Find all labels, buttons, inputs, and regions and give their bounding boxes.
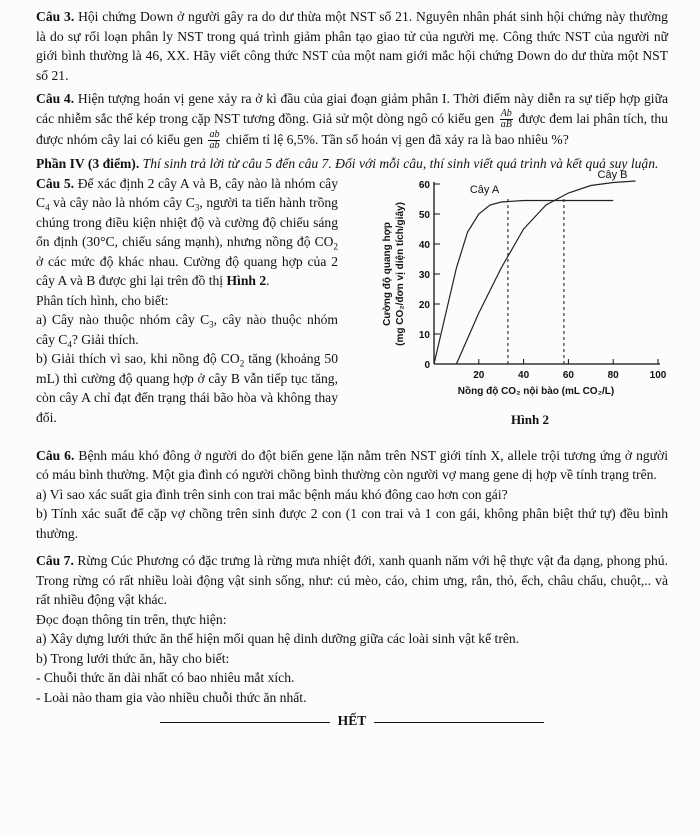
y-tick-label: 60	[418, 179, 430, 191]
question-6	[36, 446, 668, 485]
q5-sub-2: 2	[333, 241, 338, 252]
question-4-text-c: chiếm tỉ lệ 6,5%. Tần số hoán vị gen đã xảy ra là bao nhiêu %?	[222, 131, 569, 147]
end-marker	[36, 711, 668, 731]
question-5-block	[36, 168, 668, 440]
q5-a-1: a) Cây nào thuộc nhóm cây C	[36, 312, 210, 328]
question-4	[36, 89, 668, 151]
genotype-fraction-2	[208, 130, 220, 151]
q5-sub-4: 4	[45, 202, 50, 213]
x-tick-label: 60	[562, 369, 574, 381]
y-tick-label: 10	[418, 329, 430, 341]
end-line-left	[160, 722, 330, 723]
question-5-label: Câu 5.	[36, 175, 75, 191]
genotype-fraction-1	[500, 109, 513, 130]
end-text: HẾT	[337, 713, 367, 729]
y-tick-label: 50	[418, 209, 430, 221]
q5-sub-3: 3	[194, 202, 200, 213]
q5-intro-2: và cây nào là nhóm cây C	[49, 195, 195, 211]
q5-a-sub-4: 4	[67, 339, 72, 350]
q5-b-sub-2: 2	[239, 358, 245, 369]
part-4-label: Phần IV (3 điểm).	[36, 156, 140, 172]
end-line-right	[374, 722, 544, 723]
q5-part-b	[36, 349, 338, 427]
q5-figure-reference: Hình 2	[226, 273, 267, 289]
figure-2	[374, 168, 686, 440]
fraction-1-denominator: aB	[500, 118, 512, 130]
q6-part-b: b) Tính xác suất để cặp vợ chồng trên sinh được 2 con (1 con trai và 1 con gái, không phân biệt thứ tự) đều bình thường.	[36, 506, 668, 541]
q5-intro-3: , người ta tiến hành trồng chúng trong điều kiện nhiệt độ và cường độ chiếu sáng ổn định (30°C, chiếu sáng mạnh), nhưng nồng độ CO	[36, 195, 338, 250]
series-line-cay-a	[434, 200, 613, 364]
y-tick-label: 0	[424, 359, 430, 371]
question-4-text-a: Hiện tượng hoán vị gene xảy ra ở kì đầu của giai đoạn giảm phân I. Thời điểm này diễn ra sự tiếp hợp giữa các nhiễm sắc thể kép trong cặp NST tương đồng. Giả sử một dòng ngô có kiểu gen	[36, 91, 668, 126]
x-tick-label: 20	[473, 369, 485, 381]
x-tick-label: 80	[607, 369, 619, 381]
question-3-text: Hội chứng Down ở người gây ra do dư thừa một NST số 21. Nguyên nhân phát sinh hội chứng này thường là do sự rối loạn phân ly NST trong quá trình giảm phân tạo giao tử của người mẹ. Công thức NST của người nữ giới bình thường là 46, XX. Hãy viết công thức NST của một nam giới mắc hội chứng Down do dư thừa một NST số 21.	[36, 9, 668, 83]
question-3	[36, 7, 668, 85]
q7-part-b: b) Trong lưới thức ăn, hãy cho biết:	[36, 650, 230, 666]
question-4-text-b: được đem lai phân tích, thu được nhóm cây lai có kiểu gen	[36, 110, 668, 147]
fraction-2-numerator: ab	[209, 129, 220, 141]
q6-part-a: a) Vì sao xác suất gia đình trên sinh con trai mắc bệnh máu khó đông cao hơn con gái?	[36, 486, 508, 502]
q5-a-3: ? Giải thích.	[71, 331, 139, 347]
part-4-instructions: Thí sinh trả lời từ câu 5 đến câu 7. Đối với mỗi câu, thí sinh viết quá trình và kết quả suy luận.	[139, 156, 659, 172]
question-7-text: Rừng Cúc Phương có đặc trưng là rừng mưa nhiệt đới, xanh quanh năm với hệ thực vật đa dạng, phong phú. Trong rừng có rất nhiều loài động vật sinh sống, như: cú mèo, cáo, chim ưng, rắn, thỏ, ếch, châu chấu, chuột,.. và rất nhiều động vật khác.	[36, 553, 668, 608]
x-axis-label: Nồng độ CO₂ nội bào (mL CO₂/L)	[457, 385, 615, 397]
question-6-text: Bệnh máu khó đông ở người do đột biến gene lặn nằm trên NST giới tính X, allele trội tương ứng ở người có máu bình thường. Một gia đình có người chồng bình thường còn người vợ mang gene dị hợp về tính trạng trên.	[36, 447, 668, 483]
q5-intro-5: .	[266, 273, 270, 289]
y-tick-label: 40	[418, 239, 430, 251]
q7-part-b-2: - Loài nào tham gia vào nhiều chuỗi thức ăn nhất.	[36, 689, 307, 705]
q7-part-b-1: - Chuỗi thức ăn dài nhất có bao nhiêu mắt xích.	[36, 670, 295, 686]
question-7-label: Câu 7.	[36, 553, 74, 569]
q5-analyze-line: Phân tích hình, cho biết:	[36, 292, 169, 308]
q7-read-line: Đọc đoạn thông tin trên, thực hiện:	[36, 611, 227, 627]
fraction-2-denominator: ab	[209, 140, 220, 152]
q5-b-1: b) Giải thích vì sao, khi nồng độ CO	[36, 351, 240, 367]
question-7	[36, 551, 668, 610]
question-3-label: Câu 3.	[36, 9, 75, 24]
question-5-text-column	[36, 174, 338, 428]
y-tick-label: 20	[418, 299, 430, 311]
figure-caption: Hình 2	[511, 411, 549, 427]
q7-part-a: a) Xây dựng lưới thức ăn thể hiện mối quan hệ dinh dưỡng giữa các loài sinh vật kể trên.	[36, 631, 520, 647]
q5-a-2: , cây nào thuộc nhóm cây C	[36, 312, 338, 347]
x-tick-label: 100	[649, 369, 667, 381]
series-line-cay-b	[456, 181, 635, 364]
series-label-cay-a: Cây A	[469, 183, 500, 196]
photosynthesis-chart	[374, 168, 686, 440]
exam-page	[36, 7, 668, 731]
q5-part-a	[36, 310, 338, 349]
q5-a-sub-3: 3	[209, 319, 214, 330]
q5-b-2: tăng (khoảng 50 mL) thì cường độ quang hợp ở cây B vẫn tiếp tục tăng, còn cây A chỉ đạt đến trạng thái bão hòa và không thay đổi.	[36, 351, 338, 425]
q5-intro-1: Để xác định 2 cây A và B, cây nào là nhóm cây C	[36, 175, 338, 211]
y-tick-label: 30	[418, 269, 430, 281]
part-4-header	[36, 154, 668, 174]
q5-intro-4: ở các mức độ khác nhau. Cường độ quang hợp của 2 cây A và B được ghi lại trên đồ thị	[36, 253, 338, 289]
series-label-cay-b: Cây B	[597, 168, 628, 181]
y-axis-label-line-2: (mg CO₂/đơn vị diện tích/giây)	[395, 201, 406, 346]
question-4-label: Câu 4.	[36, 91, 75, 106]
y-axis-label-line-1: Cường độ quang hợp	[382, 221, 393, 326]
question-5-intro	[36, 174, 338, 291]
question-6-label: Câu 6.	[36, 447, 75, 463]
fraction-1-numerator: Ab	[500, 107, 512, 119]
x-tick-label: 40	[518, 369, 530, 381]
